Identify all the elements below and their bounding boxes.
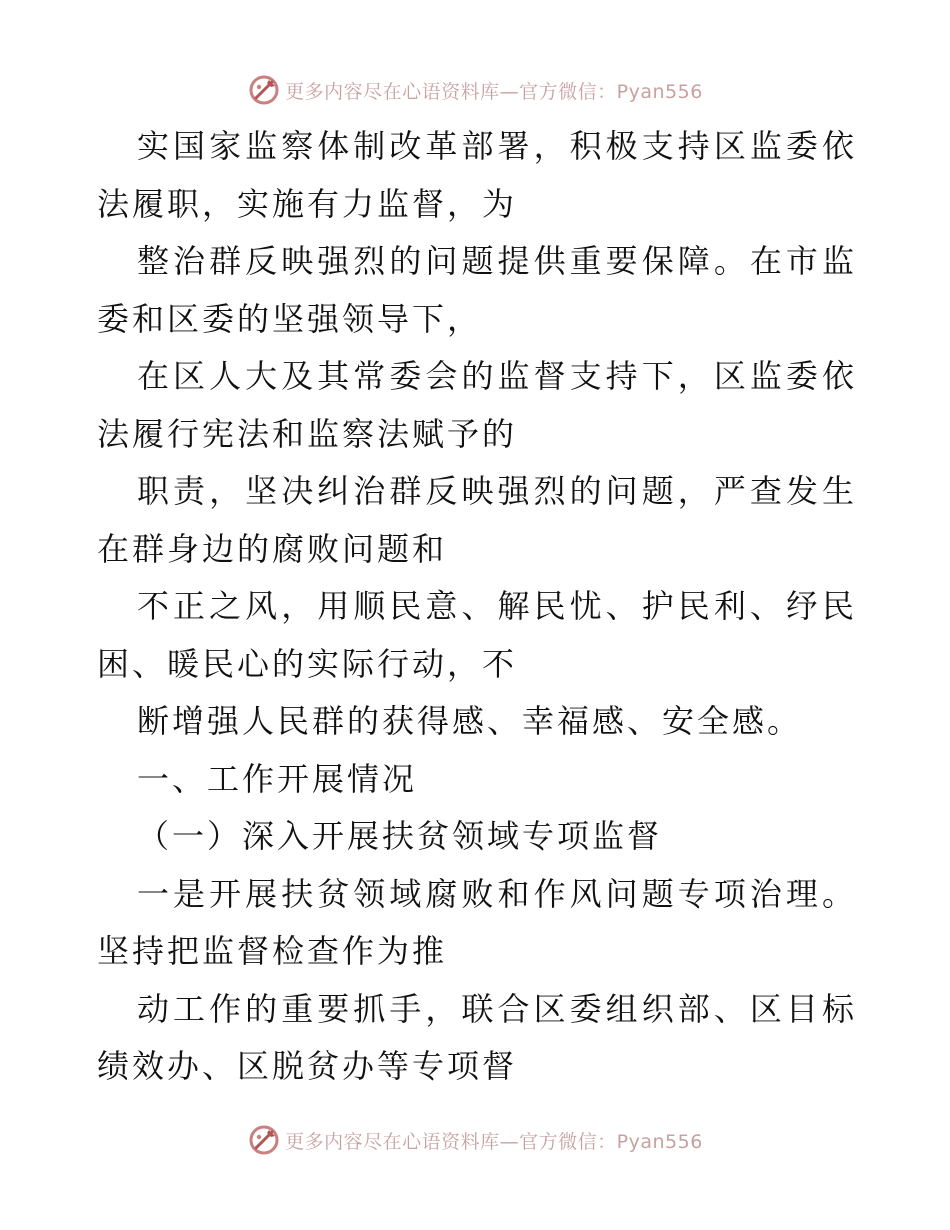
paragraph: 一是开展扶贫领域腐败和作风问题专项治理。坚持把监督检查作为推 <box>97 874 857 970</box>
paragraph: 不正之风，用顺民意、解民忧、护民利、纾民困、暖民心的实际行动，不 <box>97 587 857 683</box>
header-watermark <box>0 70 950 110</box>
section-heading: 一、工作开展情况 <box>137 759 418 798</box>
subsection-heading: （一）深入开展扶贫领域专项监督 <box>137 817 663 855</box>
paragraph: 整治群反映强烈的问题提供重要保障。在市监委和区委的坚强领导下， <box>97 242 857 338</box>
document-body <box>97 118 857 1096</box>
paragraph: 职责，坚决纠治群反映强烈的问题，严查发生在群身边的腐败问题和 <box>97 472 857 568</box>
paragraph: 动工作的重要抓手，联合区委组织部、区目标绩效办、区脱贫办等专项督 <box>97 989 857 1085</box>
watermark-logo-icon <box>247 73 281 107</box>
watermark-logo-icon <box>247 1123 281 1157</box>
paragraph: 在区人大及其常委会的监督支持下，区监委依法履行宪法和监察法赋予的 <box>97 357 857 453</box>
paragraph: 断增强人民群的获得感、幸福感、安全感。 <box>137 702 803 740</box>
watermark-text: 更多内容尽在心语资料库—官方微信：Pyan556 <box>285 80 703 103</box>
paragraph: 实国家监察体制改革部署，积极支持区监委依法履职，实施有力监督，为 <box>97 127 857 223</box>
watermark-text: 更多内容尽在心语资料库—官方微信：Pyan556 <box>285 1130 703 1153</box>
footer-watermark <box>0 1120 950 1160</box>
